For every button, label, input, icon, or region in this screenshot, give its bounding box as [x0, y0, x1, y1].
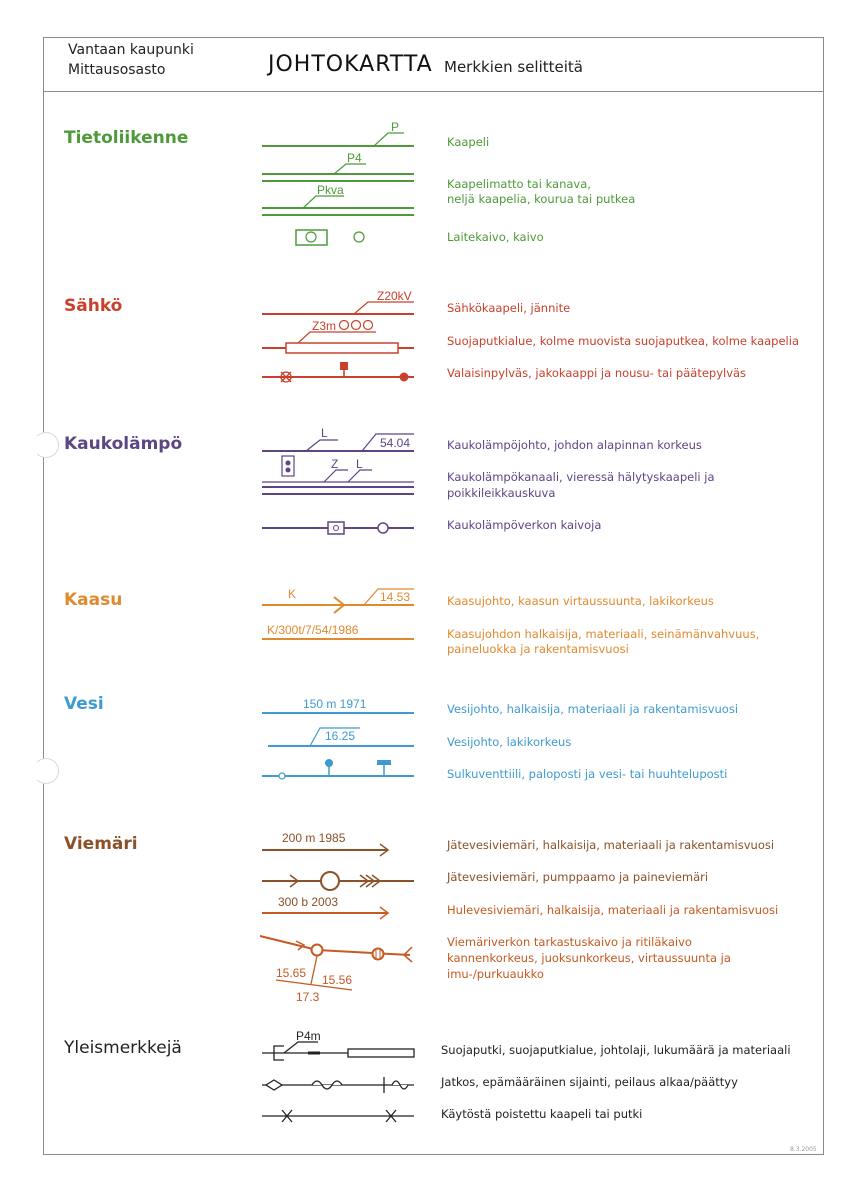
category-general: Yleismerkkejä [64, 1038, 182, 1058]
heating-label-height: 54.04 [380, 436, 411, 450]
general-desc-3: Käytöstä poistettu kaapeli tai putki [441, 1107, 643, 1121]
water-label-spec: 150 m 1971 [303, 697, 367, 711]
gas-desc-1: Kaasujohto, kaasun virtaussuunta, lakikorkeus [447, 594, 714, 608]
distribution-cabinet-icon [340, 362, 348, 370]
conduit-circle-icon-3 [364, 321, 373, 330]
print-date: 8.3.2005 [790, 1146, 817, 1153]
heating-desc-2b: poikkileikkauskuva [447, 486, 556, 500]
sewer-label-h2: 15.56 [322, 973, 353, 987]
general-desc-1: Suojaputki, suojaputkialue, johtolaji, lukumäärä ja materiaali [441, 1043, 791, 1057]
heating-label-l2: L [356, 457, 363, 471]
general-desc-2: Jatkos, epämääräinen sijainti, peilaus alkaa/päättyy [441, 1075, 738, 1089]
sewer-desc-3: Hulevesiviemäri, halkaisija, materiaali ja rakentamisvuosi [447, 903, 779, 917]
pumping-station-icon [321, 872, 339, 890]
valve-icon [279, 773, 285, 779]
sewer-desc-1: Jätevesiviemäri, halkaisija, materiaali ja rakentamisvuosi [447, 838, 775, 852]
category-district-heating: Kaukolämpö [64, 434, 183, 454]
general-label-p4m: P4m [296, 1029, 321, 1043]
telecom-desc-2a: Kaapelimatto tai kanava, [447, 177, 591, 191]
category-water: Vesi [64, 694, 104, 714]
telecom-label-p4: P4 [347, 151, 362, 165]
power-label-z3m: Z3m [312, 319, 336, 333]
sewer-symbols [262, 844, 414, 890]
power-label-voltage: Z20kV [377, 289, 412, 303]
hydrant-icon [325, 759, 333, 767]
heating-desc-3: Kaukolämpöverkon kaivoja [447, 518, 602, 532]
telecom-desc-1: Kaapeli [447, 135, 490, 149]
water-symbols [262, 713, 414, 779]
page-title: JOHTOKARTTA [268, 52, 433, 77]
heating-desc-1: Kaukolämpöjohto, johdon alapinnan korkeus [447, 438, 702, 452]
water-desc-2: Vesijohto, lakikorkeus [447, 735, 572, 749]
gas-desc-2a: Kaasujohdon halkaisija, materiaali, seinämänvahvuus, [447, 627, 760, 641]
category-gas: Kaasu [64, 590, 123, 610]
electric-desc-3: Valaisinpylväs, jakokaappi ja nousu- tai päätepylväs [447, 366, 747, 380]
heating-chamber-icon [328, 522, 344, 534]
gas-label-spec: K/300t/7/54/1986 [267, 623, 359, 637]
sewer-network-line [260, 936, 410, 955]
sewer-desc-4b: kannenkorkeus, juoksunkorkeus, virtaussuunta ja [447, 951, 731, 965]
sewer-label-spec1: 200 m 1985 [282, 831, 346, 845]
water-desc-3: Sulkuventtiili, paloposti ja vesi- tai huuhteluposti [447, 767, 728, 781]
inspection-manhole-icon [312, 945, 323, 956]
electric-desc-2: Suojaputkialue, kolme muovista suojaputkea, kolme kaapelia [447, 334, 799, 348]
water-desc-1: Vesijohto, halkaisija, materiaali ja rakentamisvuosi [447, 702, 739, 716]
electric-desc-1: Sähkökaapeli, jännite [447, 301, 571, 315]
telecom-cable-leader [374, 133, 404, 146]
telecom-label-pkva: Pkva [317, 183, 344, 197]
page-subtitle: Merkkien selitteitä [444, 58, 583, 76]
telecom-desc-2b: neljä kaapelia, kourua tai putkea [447, 192, 636, 206]
gas-label-k: K [288, 587, 297, 601]
telecom-mat-leader [334, 164, 366, 174]
org-name: Vantaan kaupunki [68, 42, 194, 58]
cross-section-icon [282, 456, 294, 476]
heating-desc-2a: Kaukolämpökanaali, vieressä hälytyskaapeli ja [447, 470, 715, 484]
uncertain-location-icon [312, 1081, 342, 1089]
sewer-label-h1: 15.65 [276, 966, 307, 980]
conduit-area-icon [348, 1049, 414, 1057]
grate-manhole-icon [373, 949, 384, 960]
telecom-label-p: P [391, 120, 400, 134]
category-telecom: Tietoliikenne [64, 128, 189, 148]
electric-symbols [262, 302, 414, 382]
telecom-duct-leader [303, 196, 344, 208]
sewer-desc-2: Jätevesiviemäri, pumppaamo ja paineviemäri [447, 870, 709, 884]
conduit-circle-icon-2 [352, 321, 361, 330]
conduit-area-box [286, 343, 398, 353]
manhole-icon [354, 232, 364, 242]
heating-label-z: Z [331, 457, 339, 471]
flushing-post-icon [377, 760, 391, 765]
joint-icon [266, 1080, 282, 1090]
conduit-leader [284, 1042, 318, 1053]
conduit-circle-icon-1 [340, 321, 349, 330]
gas-label-height: 14.53 [380, 590, 411, 604]
sewer-label-h3: 17.3 [296, 990, 320, 1004]
power-cable-leader [354, 302, 414, 314]
heating-pipe-leader [306, 440, 338, 451]
general-symbols [262, 1042, 414, 1122]
heating-label-l: L [321, 426, 328, 440]
category-sewer: Viemäri [64, 834, 138, 854]
conduit-area-leader [298, 332, 376, 343]
sewer-desc-4c: imu-/purkuaukko [447, 967, 544, 981]
org-department: Mittausosasto [68, 62, 166, 78]
water-label-height: 16.25 [325, 729, 356, 743]
equipment-manhole-inner-icon [306, 232, 316, 242]
category-electric: Sähkö [64, 296, 123, 316]
end-pole-icon [400, 373, 409, 382]
sewer-desc-4a: Viemäriverkon tarkastuskaivo ja ritiläkaivo [447, 935, 692, 949]
sewer-label-spec2: 300 b 2003 [278, 895, 339, 909]
heating-manhole-icon [378, 523, 388, 533]
telecom-desc-3: Laitekaivo, kaivo [447, 230, 544, 244]
gas-desc-2b: paineluokka ja rakentamisvuosi [447, 642, 629, 656]
